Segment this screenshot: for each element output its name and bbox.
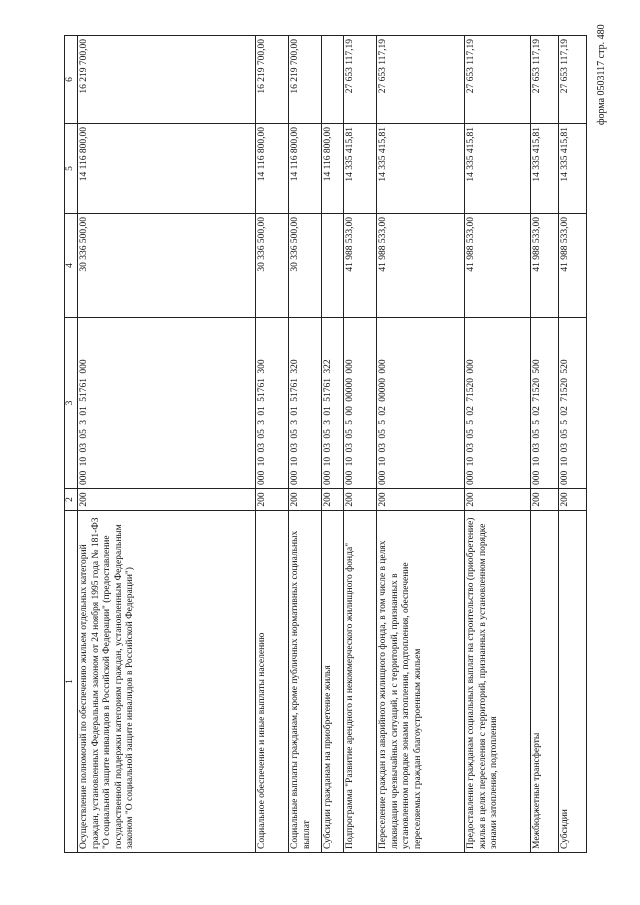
table-row — [465, 36, 531, 853]
row-name-cell: Осуществление полномочий по обеспечению жильем отдельных категорий граждан, установленных Федеральным законом от 24 ноября 1995 года № 181-ФЗ "О социальной защите инвалидов в Российской Федерации" (предоставление государственной поддержки категориям граждан, установленным Федеральным законом "О социальной защите инвалидов в Российской Федерации") — [78, 511, 256, 853]
line-code-cell: 200 — [322, 489, 344, 511]
approved-amount-cell: 41 988 533,00 — [559, 214, 587, 318]
unexecuted-amount-cell: 27 653 117,19 — [559, 36, 587, 124]
budget-table-body — [65, 36, 587, 853]
row-name-cell: Подпрограмма "Развитие арендного и некоммерческого жилищного фонда" — [344, 511, 377, 853]
unexecuted-amount-cell: 27 653 117,19 — [465, 36, 531, 124]
line-code-cell: 200 — [256, 489, 289, 511]
line-code-cell: 200 — [531, 489, 559, 511]
row-name-cell: Субсидии — [559, 511, 587, 853]
unexecuted-amount-cell — [322, 36, 344, 124]
line-code-cell: 200 — [78, 489, 256, 511]
executed-amount-cell: 14 335 415,81 — [344, 124, 377, 214]
row-name-cell: Предоставление гражданам социальных выплат на строительство (приобретение) жилья в целях переселения с территорий, признанных в установленном порядке зонами затопления, подтопления — [465, 511, 531, 853]
executed-amount-cell: 14 116 800,00 — [289, 124, 322, 214]
approved-amount-cell: 30 336 500,00 — [289, 214, 322, 318]
budget-table — [64, 35, 587, 853]
unexecuted-amount-cell: 16 219 700,00 — [256, 36, 289, 124]
unexecuted-amount-cell: 27 653 117,19 — [531, 36, 559, 124]
table-row — [78, 36, 256, 853]
budget-classification-code-cell: 000 10 03 05 5 00 00000 000 — [344, 318, 377, 489]
form-number-label: форма 0503117 стр. 480 — [596, 24, 607, 125]
approved-amount-cell: 41 988 533,00 — [531, 214, 559, 318]
line-code-cell: 200 — [377, 489, 465, 511]
row-name-cell: Социальное обеспечение и иные выплаты населению — [256, 511, 289, 853]
approved-amount-cell — [322, 214, 344, 318]
approved-amount-cell: 41 988 533,00 — [344, 214, 377, 318]
unexecuted-amount-cell: 16 219 700,00 — [78, 36, 256, 124]
budget-classification-code-cell: 000 10 03 05 5 02 71520 000 — [465, 318, 531, 489]
executed-amount-cell: 14 116 800,00 — [256, 124, 289, 214]
line-code-cell: 200 — [465, 489, 531, 511]
table-row — [377, 36, 465, 853]
table-row — [531, 36, 559, 853]
table-row — [559, 36, 587, 853]
budget-classification-code-cell: 000 10 03 05 3 01 51761 000 — [78, 318, 256, 489]
executed-amount-cell: 14 335 415,81 — [531, 124, 559, 214]
executed-amount-cell: 14 335 415,81 — [377, 124, 465, 214]
row-name-cell: Переселение граждан из аварийного жилищного фонда, в том числе в целях ликвидации чрезвычайных ситуаций, и с территорий, признанных в установленном порядке зонами затопления, подтопления, обеспечение переселяемых граждан благоустроенным жильем — [377, 511, 465, 853]
approved-amount-cell: 30 336 500,00 — [256, 214, 289, 318]
unexecuted-amount-cell: 27 653 117,19 — [377, 36, 465, 124]
header-cell: 2 — [65, 489, 78, 511]
executed-amount-cell: 14 116 800,00 — [78, 124, 256, 214]
budget-classification-code-cell: 000 10 03 05 3 01 51761 300 — [256, 318, 289, 489]
line-code-cell: 200 — [289, 489, 322, 511]
column-number-header — [65, 36, 78, 853]
header-cell: 5 — [65, 124, 78, 214]
approved-amount-cell: 41 988 533,00 — [377, 214, 465, 318]
header-cell: 4 — [65, 214, 78, 318]
header-cell: 3 — [65, 318, 78, 489]
row-name-cell: Субсидии гражданам на приобретение жилья — [322, 511, 344, 853]
budget-classification-code-cell: 000 10 03 05 3 01 51761 322 — [322, 318, 344, 489]
row-name-cell: Социальные выплаты гражданам, кроме публичных нормативных социальных выплат — [289, 511, 322, 853]
executed-amount-cell: 14 335 415,81 — [465, 124, 531, 214]
unexecuted-amount-cell: 27 653 117,19 — [344, 36, 377, 124]
table-row — [289, 36, 322, 853]
line-code-cell: 200 — [344, 489, 377, 511]
approved-amount-cell: 30 336 500,00 — [78, 214, 256, 318]
table-row — [256, 36, 289, 853]
budget-classification-code-cell: 000 10 03 05 3 01 51761 320 — [289, 318, 322, 489]
row-name-cell: Межбюджетные трансферты — [531, 511, 559, 853]
table-row — [322, 36, 344, 853]
header-cell: 6 — [65, 36, 78, 124]
line-code-cell: 200 — [559, 489, 587, 511]
executed-amount-cell: 14 116 800,00 — [322, 124, 344, 214]
unexecuted-amount-cell: 16 219 700,00 — [289, 36, 322, 124]
budget-classification-code-cell: 000 10 03 05 5 02 00000 000 — [377, 318, 465, 489]
budget-classification-code-cell: 000 10 03 05 5 02 71520 500 — [531, 318, 559, 489]
header-cell: 1 — [65, 511, 78, 853]
budget-classification-code-cell: 000 10 03 05 5 02 71520 520 — [559, 318, 587, 489]
table-row — [344, 36, 377, 853]
approved-amount-cell: 41 988 533,00 — [465, 214, 531, 318]
executed-amount-cell: 14 335 415,81 — [559, 124, 587, 214]
